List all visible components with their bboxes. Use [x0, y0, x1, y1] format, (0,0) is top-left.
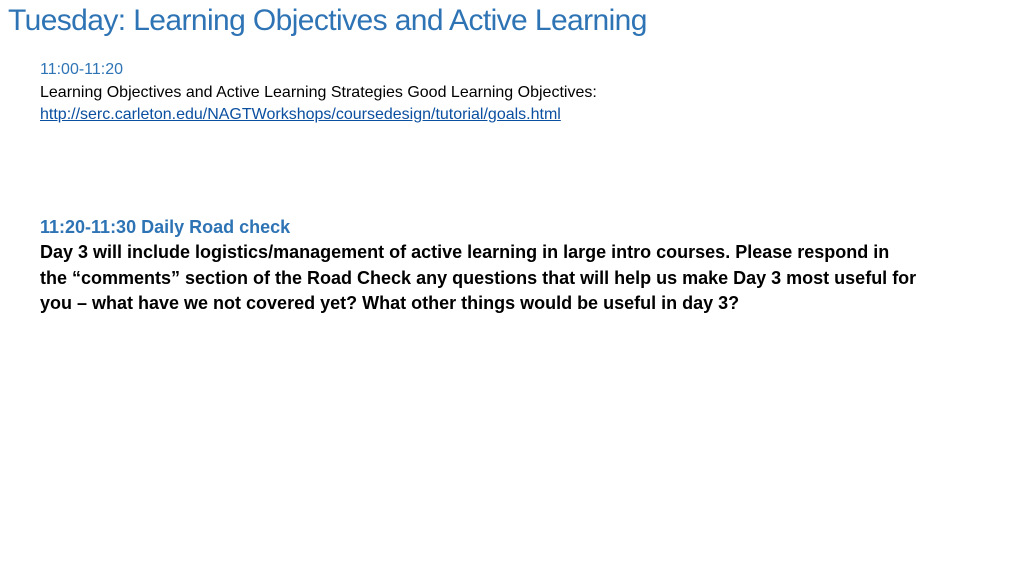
- goals-tutorial-link[interactable]: http://serc.carleton.edu/NAGTWorkshops/coursedesign/tutorial/goals.html: [40, 106, 561, 123]
- session-block-road-check: [40, 216, 940, 317]
- session-description: Learning Objectives and Active Learning Strategies Good Learning Objectives:: [40, 84, 597, 101]
- road-check-heading: 11:20-11:30 Daily Road check: [40, 217, 291, 237]
- slide-title: Tuesday: Learning Objectives and Active Learning: [8, 4, 647, 37]
- session-time: 11:00-11:20: [40, 61, 124, 78]
- road-check-body: Day 3 will include logistics/management of active learning in large intro courses. Please respond in the “comments” section of the Road Check any questions that will help us make Day 3 most useful for you – what have we not covered yet? What other things would be useful in day 3?: [40, 242, 917, 313]
- session-block-objectives: [40, 60, 940, 126]
